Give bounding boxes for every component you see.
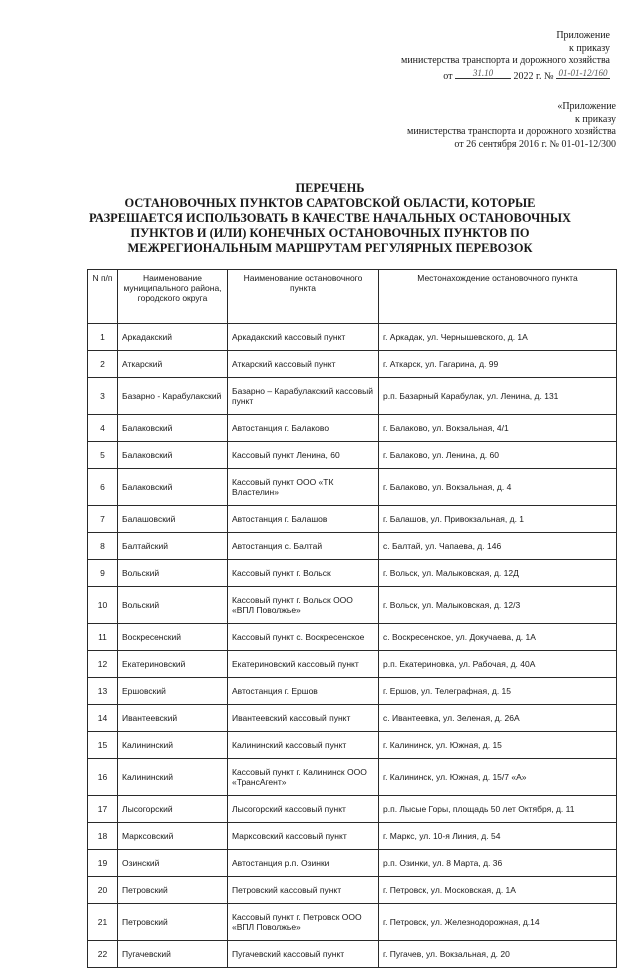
appendix-header-previous [316,101,616,151]
table-row [88,759,617,796]
row-number: 22 [88,941,118,968]
row-stop-location: г. Пугачев, ул. Вокзальная, д. 20 [379,941,617,968]
header-stop-name: Наименование остановочного пункта [228,270,379,324]
row-stop-location: г. Петровск, ул. Железнодорожная, д.14 [379,904,617,941]
row-district: Петровский [118,877,228,904]
row-number: 4 [88,415,118,442]
row-number: 14 [88,705,118,732]
row-stop-name: Кассовый пункт г. Петровск ООО «ВПЛ Поволжье» [228,904,379,941]
row-number: 11 [88,624,118,651]
row-stop-location: г. Балаково, ул. Ленина, д. 60 [379,442,617,469]
table-row [88,705,617,732]
row-stop-name: Автостанция г. Ершов [228,678,379,705]
title-line: РАЗРЕШАЕТСЯ ИСПОЛЬЗОВАТЬ В КАЧЕСТВЕ НАЧАЛЬНЫХ ОСТАНОВОЧНЫХ [88,211,572,225]
row-number: 12 [88,651,118,678]
row-stop-location: с. Ивантеевка, ул. Зеленая, д. 26А [379,705,617,732]
row-district: Балаковский [118,442,228,469]
row-number: 20 [88,877,118,904]
appendix-line: министерства транспорта и дорожного хозяйства [407,126,616,137]
row-district: Вольский [118,587,228,624]
appendix-line: от 26 сентября 2016 г. № 01-01-12/300 [454,138,616,150]
row-number: 6 [88,469,118,506]
row-number: 1 [88,324,118,351]
title-line: ПУНКТОВ И (ИЛИ) КОНЕЧНЫХ ОСТАНОВОЧНЫХ ПУНКТОВ ПО [130,226,530,240]
row-stop-location: р.п. Екатериновка, ул. Рабочая, д. 40А [379,651,617,678]
row-stop-name: Аткарский кассовый пункт [228,351,379,378]
row-stop-name: Марксовский кассовый пункт [228,823,379,850]
table-row [88,796,617,823]
table-row [88,941,617,968]
table-row [88,506,617,533]
row-stop-location: с. Воскресенское, ул. Докучаева, д. 1А [379,624,617,651]
row-stop-name: Кассовый пункт г. Калининск ООО «ТрансАгент» [228,759,379,796]
row-number: 16 [88,759,118,796]
row-number: 3 [88,378,118,415]
table-row [88,823,617,850]
table-row [88,678,617,705]
row-stop-name: Лысогорский кассовый пункт [228,796,379,823]
appendix-date-line [310,68,610,84]
row-number: 21 [88,904,118,941]
table-body [88,324,617,968]
row-district: Аркадакский [118,324,228,351]
handwritten-date: 31.10 [455,68,511,79]
row-stop-location: с. Балтай, ул. Чапаева, д. 146 [379,533,617,560]
row-stop-location: г. Петровск, ул. Московская, д. 1А [379,877,617,904]
handwritten-number: 01-01-12/160 [556,68,610,79]
row-stop-location: р.п. Базарный Карабулак, ул. Ленина, д. 131 [379,378,617,415]
row-number: 18 [88,823,118,850]
row-stop-location: г. Ершов, ул. Телеграфная, д. 15 [379,678,617,705]
stops-table [87,269,617,968]
row-district: Екатериновский [118,651,228,678]
row-stop-location: р.п. Лысые Горы, площадь 50 лет Октября, д. 11 [379,796,617,823]
row-number: 8 [88,533,118,560]
header-district: Наименование муниципального района, городского округа [118,270,228,324]
row-stop-location: г. Калининск, ул. Южная, д. 15 [379,732,617,759]
title-line: МЕЖРЕГИОНАЛЬНЫМ МАРШРУТАМ РЕГУЛЯРНЫХ ПЕРЕВОЗОК [127,241,533,255]
row-stop-location: г. Балаково, ул. Вокзальная, д. 4 [379,469,617,506]
table-row [88,587,617,624]
row-district: Калининский [118,759,228,796]
row-district: Озинский [118,850,228,877]
row-number: 7 [88,506,118,533]
row-number: 5 [88,442,118,469]
table-row [88,351,617,378]
row-stop-name: Кассовый пункт г. Вольск [228,560,379,587]
row-district: Калининский [118,732,228,759]
row-stop-name: Кассовый пункт ООО «ТК Властелин» [228,469,379,506]
title-line: ПЕРЕЧЕНЬ [295,181,365,195]
row-stop-location: г. Вольск, ул. Малыковская, д. 12Д [379,560,617,587]
row-stop-name: Базарно – Карабулакский кассовый пункт [228,378,379,415]
date-prefix: от [443,70,453,82]
row-district: Пугачевский [118,941,228,968]
table-row [88,624,617,651]
row-district: Балаковский [118,469,228,506]
row-stop-name: Автостанция р.п. Озинки [228,850,379,877]
row-number: 9 [88,560,118,587]
row-district: Базарно - Карабулакский [118,378,228,415]
table-header-row [88,270,617,324]
appendix-header-current [310,30,610,83]
row-district: Аткарский [118,351,228,378]
row-stop-location: г. Аркадак, ул. Чернышевского, д. 1А [379,324,617,351]
date-suffix: 2022 г. № [513,70,554,82]
row-stop-name: Автостанция г. Балаково [228,415,379,442]
row-district: Ершовский [118,678,228,705]
appendix-line: к приказу [575,113,616,125]
row-stop-location: г. Вольск, ул. Малыковская, д. 12/3 [379,587,617,624]
table-row [88,651,617,678]
row-number: 2 [88,351,118,378]
header-stop-location: Местонахождение остановочного пункта [379,270,617,324]
title-line: ОСТАНОВОЧНЫХ ПУНКТОВ САРАТОВСКОЙ ОБЛАСТИ, КОТОРЫЕ [124,196,536,210]
row-district: Балашовский [118,506,228,533]
table-row [88,442,617,469]
row-district: Балаковский [118,415,228,442]
row-stop-name: Аркадакский кассовый пункт [228,324,379,351]
row-stop-name: Калининский кассовый пункт [228,732,379,759]
appendix-line: к приказу [569,42,610,54]
row-stop-name: Автостанция г. Балашов [228,506,379,533]
row-district: Ивантеевский [118,705,228,732]
row-number: 10 [88,587,118,624]
table-row [88,732,617,759]
row-stop-name: Кассовый пункт г. Вольск ООО «ВПЛ Поволжье» [228,587,379,624]
row-stop-name: Кассовый пункт с. Воскресенское [228,624,379,651]
table-row [88,533,617,560]
row-stop-name: Автостанция с. Балтай [228,533,379,560]
row-district: Петровский [118,904,228,941]
row-number: 15 [88,732,118,759]
row-stop-location: г. Балашов, ул. Привокзальная, д. 1 [379,506,617,533]
table-row [88,415,617,442]
table-row [88,469,617,506]
row-number: 13 [88,678,118,705]
header-number: N п/п [88,270,118,324]
table-row [88,560,617,587]
appendix-line: «Приложение [557,101,616,112]
table-row [88,378,617,415]
appendix-line: министерства транспорта и дорожного хозяйства [401,55,610,66]
document-title [60,181,600,256]
row-stop-location: р.п. Озинки, ул. 8 Марта, д. 36 [379,850,617,877]
row-district: Вольский [118,560,228,587]
table-row [88,877,617,904]
table-row [88,850,617,877]
row-stop-name: Пугачевский кассовый пункт [228,941,379,968]
row-district: Марксовский [118,823,228,850]
row-stop-name: Кассовый пункт Ленина, 60 [228,442,379,469]
row-number: 17 [88,796,118,823]
row-stop-name: Екатериновский кассовый пункт [228,651,379,678]
table-row [88,324,617,351]
row-district: Балтайский [118,533,228,560]
row-stop-name: Ивантеевский кассовый пункт [228,705,379,732]
row-stop-location: г. Маркс, ул. 10-я Линия, д. 54 [379,823,617,850]
row-district: Воскресенский [118,624,228,651]
row-stop-location: г. Аткарск, ул. Гагарина, д. 99 [379,351,617,378]
row-number: 19 [88,850,118,877]
table-row [88,904,617,941]
appendix-line: Приложение [556,30,610,41]
row-stop-name: Петровский кассовый пункт [228,877,379,904]
row-stop-location: г. Балаково, ул. Вокзальная, 4/1 [379,415,617,442]
row-district: Лысогорский [118,796,228,823]
row-stop-location: г. Калининск, ул. Южная, д. 15/7 «А» [379,759,617,796]
